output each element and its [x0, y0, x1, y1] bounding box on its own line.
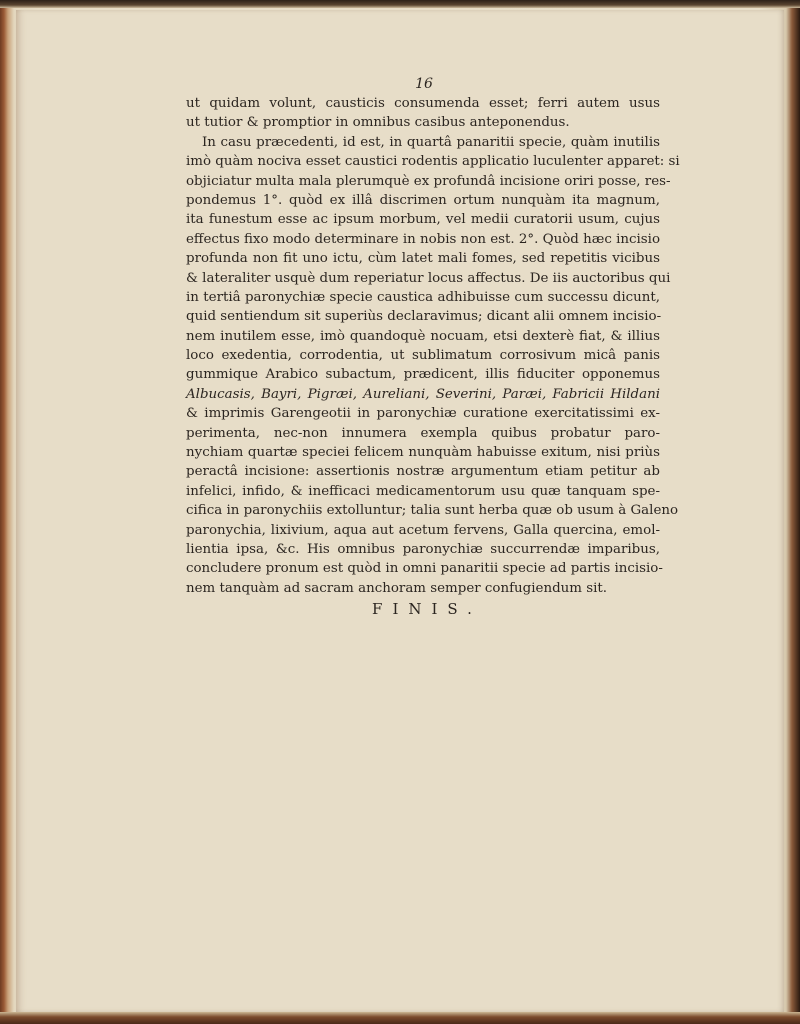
finis-heading: FINIS. — [372, 600, 482, 619]
text-line: in tertiâ paronychiæ specie caustica adhibuisse cum successu dicunt, — [186, 289, 660, 305]
text-line: perimenta, nec-non innumera exempla quibus probatur paro- — [186, 425, 660, 441]
text-line: & imprimis Garengeotii in paronychiæ curatione exercitatissimi ex- — [186, 406, 660, 422]
text-line: pondemus 1°. quòd ex illâ discrimen ortum nunquàm ita magnum, — [186, 192, 660, 208]
text-line: effectus fixo modo determinare in nobis non est. 2°. Quòd hæc incisio — [186, 231, 661, 247]
text-line: lientia ipsa, &c. His omnibus paronychiæ succurrendæ imparibus, — [186, 541, 660, 557]
page-text-block — [186, 74, 680, 620]
text-line: ut tutior & promptior in omnibus casibus anteponendus. — [186, 115, 570, 131]
text-line: ut quidam volunt, causticis consumenda esset; ferri autem usus — [186, 96, 660, 111]
text-line: imò quàm nociva esset caustici rodentis applicatio luculenter apparet: si — [186, 154, 680, 170]
text-line: objiciatur multa mala plerumquè ex profundâ incisione oriri posse, res- — [186, 173, 671, 189]
text-line: cifica in paronychiis extolluntur; talia sunt herba quæ ob usum à Galeno — [186, 503, 679, 519]
text-line: nem inutilem esse, imò quandoquè nocuam, etsi dexterè fiat, & illius — [186, 328, 660, 344]
text-line: quid sentiendum sit superiùs declaravimus; dicant alii omnem incisio- — [186, 309, 662, 325]
top-edge — [0, 0, 800, 8]
text-line: gummique Arabico subactum, prædicent, illis fiduciter opponemus — [186, 367, 660, 383]
text-line: concludere pronum est quòd in omni panaritii specie ad partis incisio- — [186, 561, 663, 577]
text-line: & lateraliter usquè dum reperiatur locus affectus. De iis auctoribus qui — [186, 270, 671, 286]
page-number: 16 — [415, 76, 433, 92]
text-line: infelici, infido, & inefficaci medicamentorum usu quæ tanquam spe- — [186, 483, 660, 499]
text-line: In casu præcedenti, id est, in quartâ panaritii specie, quàm inutilis — [202, 134, 660, 150]
text-line: paronychia, lixivium, aqua aut acetum fervens, Galla quercina, emol- — [186, 522, 660, 538]
text-line: nem tanquàm ad sacram anchoram semper confugiendum sit. — [186, 580, 608, 596]
text-line: profunda non fit uno ictu, cùm latet mali fomes, sed repetitis vicibus — [186, 251, 660, 267]
text-line: loco exedentia, corrodentia, ut sublimatum corrosivum micâ panis — [186, 348, 660, 364]
text-line: peractâ incisione: assertionis nostræ argumentum etiam petitur ab — [186, 464, 660, 480]
text-line: nychiam quartæ speciei felicem nunquàm habuisse exitum, nisi priùs — [186, 445, 660, 461]
text-line: Albucasis, Bayri, Pigræi, Aureliani, Severini, Paræi, Fabricii Hildani — [186, 386, 660, 402]
text-line: ita funestum esse ac ipsum morbum, vel medii curatorii usum, cujus — [186, 212, 660, 228]
bottom-edge — [0, 1012, 800, 1024]
